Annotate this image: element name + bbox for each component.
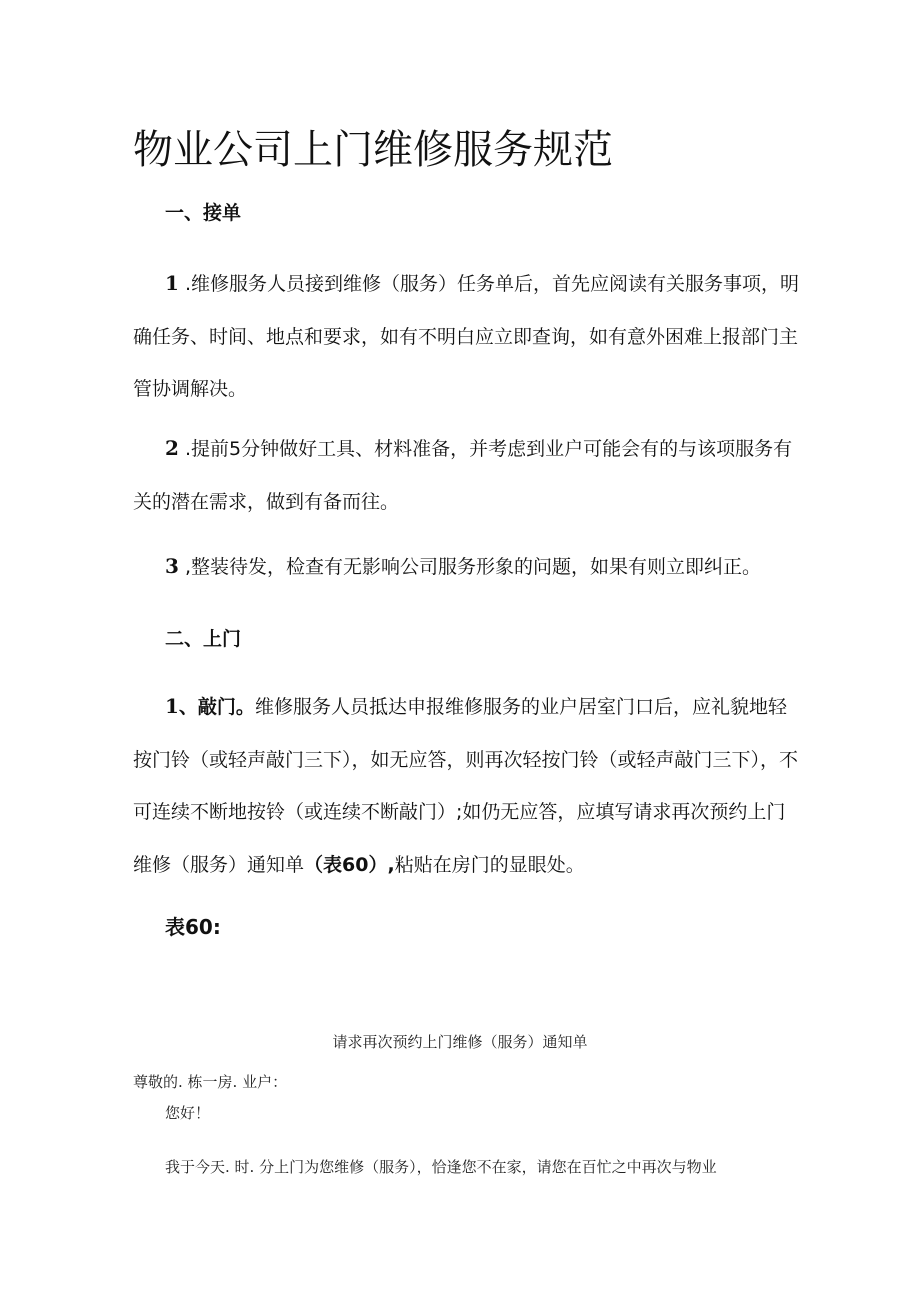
notice-title: 请求再次预约上门维修（服务）通知单 <box>332 1033 588 1051</box>
item-number: 1 <box>165 271 179 295</box>
item-text: 维修服务人员抵达申报维修服务的业户居室门口后，应礼貌地轻按门铃（或轻声敲门三下），如无应答，则再次轻按门铃（或轻声敲门三下），不可连续不断地按铃（或连续不断敲门）;如仍无应答，应填写请求再次预约上门维修（服务）通知单 <box>133 696 799 876</box>
paragraph-item-3 <box>133 540 803 594</box>
paragraph-item-1 <box>133 257 803 416</box>
table-label: 表60: <box>165 915 221 939</box>
item-number: 2 <box>165 436 179 460</box>
notice-body: 我于今天. 时. 分上门为您维修（服务），恰逢您不在家，请您在百忙之中再次与物业 <box>165 1158 717 1176</box>
notice-greeting: 您好！ <box>165 1104 211 1122</box>
item-number: 3 <box>165 554 179 578</box>
item-text: .维修服务人员接到维修（服务）任务单后，首先应阅读有关服务事项，明确任务、时间、地点和要求，如有不明白应立即查询，如有意外困难上报部门主管协调解决。 <box>133 273 800 400</box>
section-heading-visit: 二、上门 <box>165 628 242 650</box>
document-title: 物业公司上门维修服务规范 <box>133 127 613 173</box>
paragraph-knock-door <box>133 680 803 891</box>
section-heading-receive-order: 一、接单 <box>165 202 242 224</box>
item-number: 1 <box>165 694 179 718</box>
item-lead: 、敲门。 <box>178 696 255 718</box>
item-text: .提前5分钟做好工具、材料准备，并考虑到业户可能会有的与该项服务有关的潜在需求，做到有备而往。 <box>133 438 793 513</box>
item-tail: 粘贴在房门的显眼处。 <box>394 853 585 876</box>
paragraph-item-2 <box>133 422 803 528</box>
item-text: ,整装待发，检查有无影响公司服务形象的问题，如果有则立即纠正。 <box>178 556 762 578</box>
table-reference: （表60）, <box>304 853 395 876</box>
notice-salutation: 尊敬的. 栋一房. 业户： <box>133 1073 288 1091</box>
